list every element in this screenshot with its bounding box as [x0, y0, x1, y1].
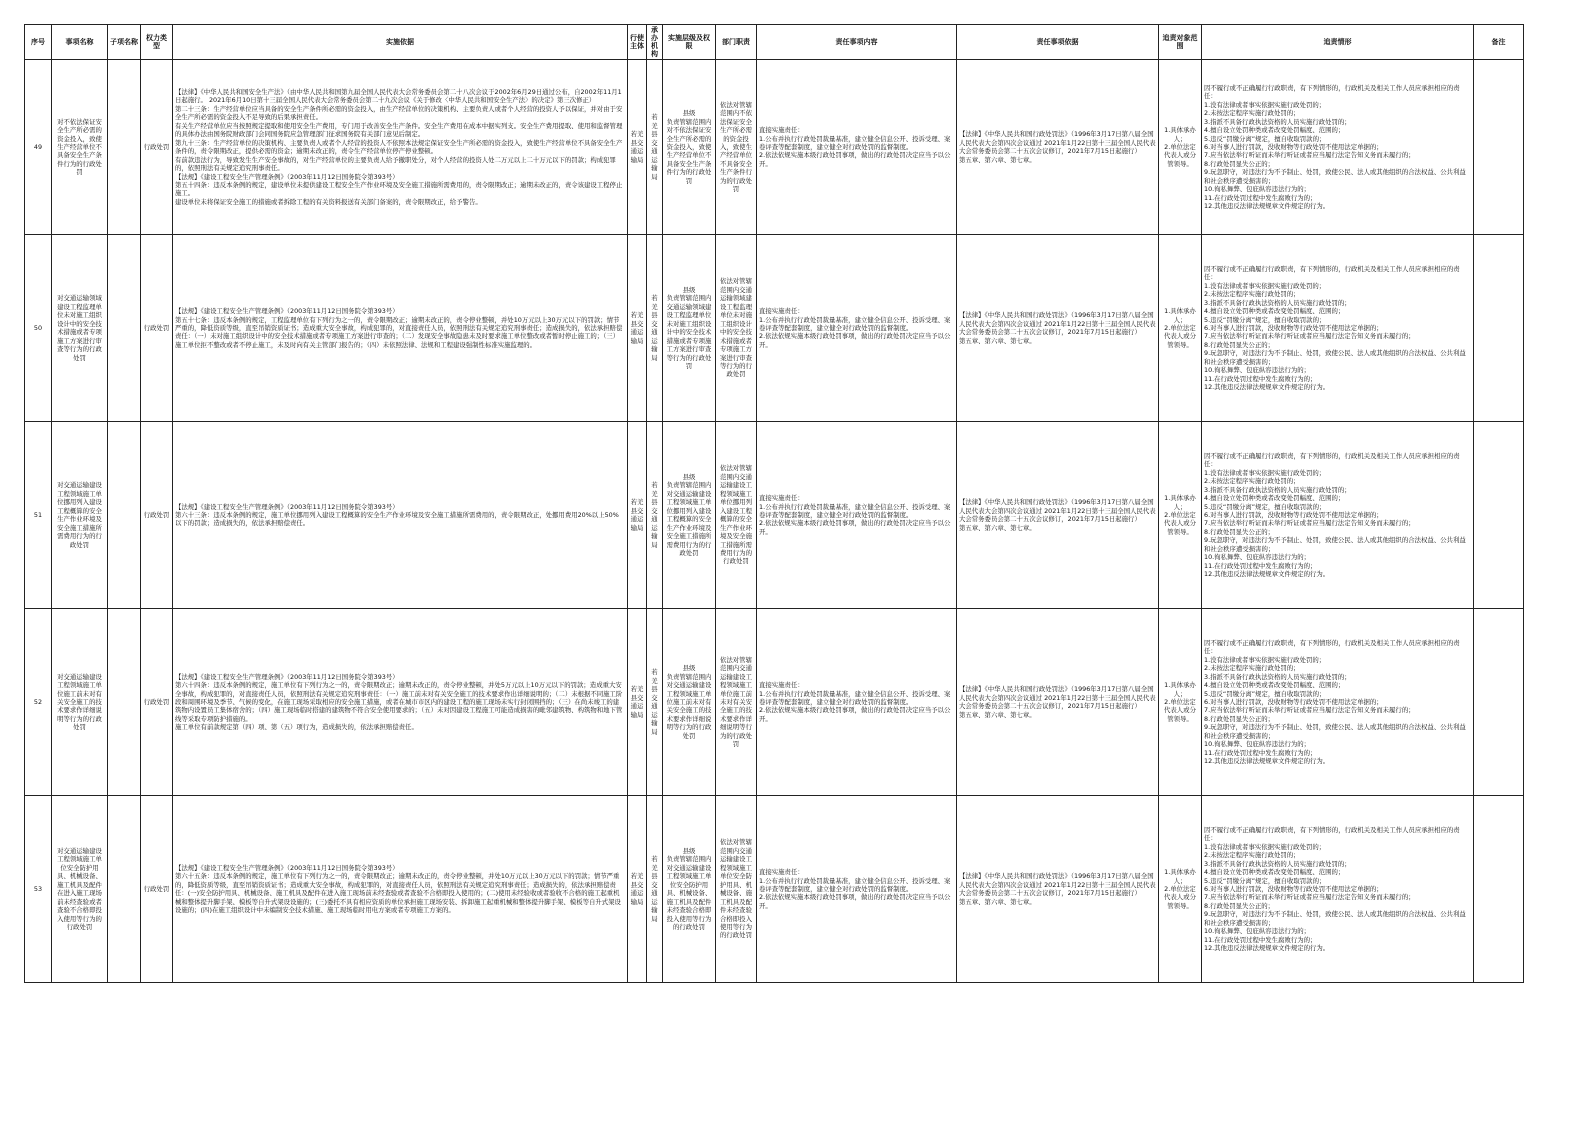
cell-duty: 依法对管辖范围内交通运输建设工程领域施工单位挪用列入建设工程概算的安全生产作业环境及安全施工措施所需费用行为的行政处罚	[716, 422, 757, 609]
header-liab-basis: 责任事项依据	[957, 25, 1159, 60]
scope-text: 负责管辖范围内对不依法保证安全生产所必需的资金投入，致使生产经营单位不具备安全生产条件行为的行政处罚	[666, 117, 712, 185]
header-duty: 部门职责	[716, 25, 757, 60]
cell-org: 若羌县交通运输局	[647, 796, 663, 983]
level-text: 县级	[682, 285, 696, 294]
cell-situations: 因不履行或不正确履行行政职责，有下列情形的，行政机关及相关工作人员应承担相应的责任： 1.没有法律或者事实依据实施行政处罚的； 2.未按法定程序实施行政处罚的； 3.指派不具备行政执法资格的人员实施行政处罚的； 4.擅自设立处罚种类或者改变处罚幅度、范围的； 5.违反“罚缴分离”规定，擅自收取罚款的； 6.对当事人进行罚款，没收财物等行政处罚不使用法定单据的； 7.应当依法举行听证而未举行听证或者应当履行法定告知义务而未履行的； 8.行政处罚显失公正的； 9.玩忽职守，对违法行为不予制止、处罚，致使公民、法人或其他组织的合法权益、公共利益和社会秩序遭受损害的； 10.徇私舞弊、包庇纵容违法行为的； 11.在行政处罚过程中发生腐败行为的； 12.其他违反法律法规规章文件规定的行为。	[1202, 235, 1474, 422]
header-row	[25, 25, 1524, 60]
cell-targets: 1.具体承办人； 2.单位法定代表人或分管领导。	[1159, 60, 1202, 235]
scope-text: 负责管辖范围内交通运输领域建设工程监理单位未对施工组织设计中的安全技术措施或者专项施工方案进行审查等行为的行政处罚	[666, 294, 712, 370]
cell-content: 直接实施责任： 1.公布并执行行政处罚裁量基准，建立健全信息公开、投诉受理、案卷评查等配套制度，建立健全对行政处罚的监督制度。 2.依法依规实施本级行政处罚事项，做出的行政处罚决定应当予以公开。	[757, 60, 957, 235]
cell-sub	[108, 796, 141, 983]
cell-liab-basis: 【法律】《中华人民共和国行政处罚法》（1996年3月17日第八届全国人民代表大会第四次会议通过 2021年1月22日第十三届全国人民代表大会常务委员会第二十五次会议修订，2021年7月15日起施行） 第五章、第六章、第七章。	[957, 422, 1159, 609]
cell-type: 行政处罚	[141, 235, 173, 422]
cell-duty: 依法对管辖范围内交通运输建设工程领域施工单位施工前未对有关安全施工的技术要求作详细说明等行为的行政处罚	[716, 609, 757, 796]
cell-no: 53	[25, 796, 52, 983]
cell-type: 行政处罚	[141, 422, 173, 609]
cell-level	[663, 60, 716, 235]
cell-level	[663, 422, 716, 609]
cell-name: 对交通运输建设工程领域施工单位挪用列入建设工程概算的安全生产作业环境及安全施工措施所需费用行为的行政处罚	[52, 422, 108, 609]
cell-subject: 若羌县交通运输局	[628, 422, 647, 609]
header-level: 实施层级及权限	[663, 25, 716, 60]
cell-name: 对交通运输领域建设工程监理单位未对施工组织设计中的安全技术措施或者专项施工方案进行审查等行为的行政处罚	[52, 235, 108, 422]
cell-sub	[108, 60, 141, 235]
cell-name: 对交通运输建设工程领域施工单位安全防护用具、机械设备、施工机具及配件在进入施工现场前未经查验或者查验不合格即投入使用等行为的行政处罚	[52, 796, 108, 983]
header-type: 权力类型	[141, 25, 173, 60]
cell-basis: 【法规】《建设工程安全生产管理条例》（2003年11月12日国务院令第393号） 第五十七条：违反本条例的规定，工程监理单位有下列行为之一的，责令限期改正；逾期未改正的，责令停业整顿，并处10万元以上30万元以下的罚款；情节严重的，降低资质等级，直至吊销资质证书；造成重大安全事故，构成犯罪的，对直接责任人员，依照刑法有关规定追究刑事责任；造成损失的，依法承担赔偿责任：（一）未对施工组织设计中的安全技术措施或者专项施工方案进行审查的；（二）发现安全事故隐患未及时要求施工单位整改或者暂时停止施工的；（三）施工单位拒不整改或者不停止施工，未及时向有关主管部门报告的；（四）未依照法律、法规和工程建设强制性标准实施监理的。	[173, 235, 628, 422]
cell-basis: 【法规】《建设工程安全生产管理条例》（2003年11月12日国务院令第393号） 第六十三条：违反本条例的规定，施工单位挪用列入建设工程概算的安全生产作业环境及安全施工措施所需费用的，责令限期改正，处挪用费用20%以上50%以下的罚款；造成损失的，依法承担赔偿责任。	[173, 422, 628, 609]
cell-type: 行政处罚	[141, 796, 173, 983]
cell-basis: 【法规】《建设工程安全生产管理条例》（2003年11月12日国务院令第393号） 第六十四条：违反本条例的规定，施工单位有下列行为之一的，责令限期改正；逾期未改正的，责令停业整顿，并处5万元以上10万元以下的罚款；造成重大安全事故，构成犯罪的，对直接责任人员，依照刑法有关规定追究刑事责任：（一）施工前未对有关安全施工的技术要求作出详细说明的；（二）未根据不同施工阶段和周围环境及季节、气候的变化，在施工现场采取相应的安全施工措施，或者在城市市区内的建设工程的施工现场未实行封闭围挡的；（三）在尚未竣工的建筑物内设置员工集体宿舍的；（四）施工现场临时搭建的建筑物不符合安全使用要求的；（五）未对因建设工程施工可能造成损害的毗邻建筑物、构筑物和地下管线等采取专项防护措施的。 施工单位有前款规定第（四）项、第（五）项行为，造成损失的，依法承担赔偿责任。	[173, 609, 628, 796]
cell-name: 对交通运输建设工程领域施工单位施工前未对有关安全施工的技术要求作详细说明等行为的行政处罚	[52, 609, 108, 796]
cell-duty: 依法对管辖范围内交通运输建设工程领域施工单位安全防护用具、机械设备、施工机具及配件未经查验合格即投入使用等行为的行政处罚	[716, 796, 757, 983]
cell-level	[663, 235, 716, 422]
cell-basis: 【法律】《中华人民共和国安全生产法》（由中华人民共和国第九届全国人民代表大会常务委员会第二十八次会议于2002年6月29日通过公布，自2002年11月1日起施行。 2021年6月10日第十三届全国人民代表大会常务委员会第二十九次会议《关于修改〈中华人民共和国安全生产法〉的决定》第三次修正） 第二十三条：生产经营单位应当具备的安全生产条件所必需的资金投入，由生产经营单位的决策机构、主要负责人或者个人经营的投资人予以保证，并对由于安全生产所必需的资金投入不足导致的后果承担责任。 有关生产经营单位应当按照规定提取和使用安全生产费用，专门用于改善安全生产条件。安全生产费用在成本中据实列支。安全生产费用提取、使用和监督管理的具体办法由国务院财政部门会同国务院应急管理部门征求国务院有关部门意见后制定。 第九十三条：生产经营单位的决策机构、主要负责人或者个人经营的投资人不依照本法规定保证安全生产所必需的资金投入，致使生产经营单位不具备安全生产条件的，责令限期改正，提供必需的资金；逾期未改正的，责令生产经营单位停产停业整顿。 有前款违法行为，导致发生生产安全事故的，对生产经营单位的主要负责人给予撤职处分，对个人经营的投资人处二万元以上二十万元以下的罚款；构成犯罪的，依照刑法有关规定追究刑事责任。 【法规】《建设工程安全生产管理条例》（2003年11月12日国务院令第393号） 第五十四条：违反本条例的规定，建设单位未提供建设工程安全生产作业环境及安全施工措施所需费用的，责令限期改正；逾期未改正的，责令该建设工程停止施工。 建设单位未将保证安全施工的措施或者拆除工程的有关资料报送有关部门备案的，责令限期改正，给予警告。	[173, 60, 628, 235]
header-situations: 追责情形	[1202, 25, 1474, 60]
cell-no: 49	[25, 60, 52, 235]
cell-remark	[1474, 235, 1524, 422]
header-remark: 备注	[1474, 25, 1524, 60]
cell-targets: 1.具体承办人； 2.单位法定代表人或分管领导。	[1159, 796, 1202, 983]
table-row	[25, 422, 1524, 609]
cell-situations: 因不履行或不正确履行行政职责，有下列情形的，行政机关及相关工作人员应承担相应的责任： 1.没有法律或者事实依据实施行政处罚的； 2.未按法定程序实施行政处罚的； 3.指派不具备行政执法资格的人员实施行政处罚的； 4.擅自设立处罚种类或者改变处罚幅度、范围的； 5.违反“罚缴分离”规定，擅自收取罚款的； 6.对当事人进行罚款，没收财物等行政处罚不使用法定单据的； 7.应当依法举行听证而未举行听证或者应当履行法定告知义务而未履行的； 8.行政处罚显失公正的； 9.玩忽职守，对违法行为不予制止、处罚，致使公民、法人或其他组织的合法权益、公共利益和社会秩序遭受损害的； 10.徇私舞弊、包庇纵容违法行为的； 11.在行政处罚过程中发生腐败行为的； 12.其他违反法律法规规章文件规定的行为。	[1202, 609, 1474, 796]
cell-liab-basis: 【法律】《中华人民共和国行政处罚法》（1996年3月17日第八届全国人民代表大会第四次会议通过 2021年1月22日第十三届全国人民代表大会常务委员会第二十五次会议修订，2021年7月15日起施行） 第五章、第六章、第七章。	[957, 609, 1159, 796]
power-list-sheet	[24, 24, 1523, 983]
table-row	[25, 60, 1524, 235]
cell-situations: 因不履行或不正确履行行政职责，有下列情形的，行政机关及相关工作人员应承担相应的责任： 1.没有法律或者事实依据实施行政处罚的； 2.未按法定程序实施行政处罚的； 3.指派不具备行政执法资格的人员实施行政处罚的； 4.擅自设立处罚种类或者改变处罚幅度、范围的； 5.违反“罚缴分离”规定，擅自收取罚款的； 6.对当事人进行罚款，没收财物等行政处罚不使用法定单据的； 7.应当依法举行听证而未举行听证或者应当履行法定告知义务而未履行的； 8.行政处罚显失公正的； 9.玩忽职守，对违法行为不予制止、处罚，致使公民、法人或其他组织的合法权益、公共利益和社会秩序遭受损害的； 10.徇私舞弊、包庇纵容违法行为的； 11.在行政处罚过程中发生腐败行为的； 12.其他违反法律法规规章文件规定的行为。	[1202, 60, 1474, 235]
cell-situations: 因不履行或不正确履行行政职责，有下列情形的，行政机关及相关工作人员应承担相应的责任： 1.没有法律或者事实依据实施行政处罚的； 2.未按法定程序实施行政处罚的； 3.指派不具备行政执法资格的人员实施行政处罚的； 4.擅自设立处罚种类或者改变处罚幅度、范围的； 5.违反“罚缴分离”规定，擅自收取罚款的； 6.对当事人进行罚款，没收财物等行政处罚不使用法定单据的； 7.应当依法举行听证而未举行听证或者应当履行法定告知义务而未履行的； 8.行政处罚显失公正的； 9.玩忽职守，对违法行为不予制止、处罚，致使公民、法人或其他组织的合法权益、公共利益和社会秩序遭受损害的； 10.徇私舞弊、包庇纵容违法行为的； 11.在行政处罚过程中发生腐败行为的； 12.其他违反法律法规规章文件规定的行为。	[1202, 422, 1474, 609]
scope-text: 负责管辖范围内对交通运输建设工程领域施工单位挪用列入建设工程概算的安全生产作业环境及安全施工措施所需费用行为的行政处罚	[666, 481, 712, 557]
header-targets: 追责对象范围	[1159, 25, 1202, 60]
table-row	[25, 796, 1524, 983]
level-text: 县级	[682, 109, 696, 118]
header-org: 承办机构	[647, 25, 663, 60]
header-subject: 行使主体	[628, 25, 647, 60]
level-text: 县级	[682, 846, 696, 855]
cell-no: 50	[25, 235, 52, 422]
cell-content: 直接实施责任： 1.公布并执行行政处罚裁量基准，建立健全信息公开、投诉受理、案卷评查等配套制度，建立健全对行政处罚的监督制度。 2.依法依规实施本级行政处罚事项，做出的行政处罚决定应当予以公开。	[757, 796, 957, 983]
cell-subject: 若羌县交通运输局	[628, 609, 647, 796]
cell-org: 若羌县交通运输局	[647, 235, 663, 422]
cell-sub	[108, 235, 141, 422]
cell-type: 行政处罚	[141, 60, 173, 235]
header-name: 事项名称	[52, 25, 108, 60]
cell-remark	[1474, 796, 1524, 983]
cell-duty: 依法对管辖范围内交通运输领域建设工程监理单位未对施工组织设计中的安全技术措施或者专项施工方案进行审查等行为的行政处罚	[716, 235, 757, 422]
cell-subject: 若羌县交通运输局	[628, 60, 647, 235]
cell-content: 直接实施责任： 1.公布并执行行政处罚裁量基准，建立健全信息公开、投诉受理、案卷评查等配套制度，建立健全对行政处罚的监督制度。 2.依法依规实施本级行政处罚事项，做出的行政处罚决定应当予以公开。	[757, 609, 957, 796]
cell-content: 直接实施责任： 1.公布并执行行政处罚裁量基准，建立健全信息公开、投诉受理、案卷评查等配套制度，建立健全对行政处罚的监督制度。 2.依法依规实施本级行政处罚事项，做出的行政处罚决定应当予以公开。	[757, 235, 957, 422]
scope-text: 负责管辖范围内对交通运输建设工程领域施工单位施工前未对有关安全施工的技术要求作详细说明等行为的行政处罚	[666, 672, 712, 740]
cell-subject: 若羌县交通运输局	[628, 796, 647, 983]
header-content: 责任事项内容	[757, 25, 957, 60]
cell-targets: 1.具体承办人； 2.单位法定代表人或分管领导。	[1159, 422, 1202, 609]
cell-remark	[1474, 60, 1524, 235]
cell-type: 行政处罚	[141, 609, 173, 796]
cell-content: 直接实施责任： 1.公布并执行行政处罚裁量基准，建立健全信息公开、投诉受理、案卷评查等配套制度，建立健全对行政处罚的监督制度。 2.依法依规实施本级行政处罚事项，做出的行政处罚决定应当予以公开。	[757, 422, 957, 609]
level-text: 县级	[682, 664, 696, 673]
cell-no: 51	[25, 422, 52, 609]
cell-remark	[1474, 422, 1524, 609]
header-sub: 子项名称	[108, 25, 141, 60]
cell-sub	[108, 609, 141, 796]
cell-level	[663, 609, 716, 796]
power-list-table	[24, 24, 1524, 983]
cell-duty: 依法对管辖范围内不依法保证安全生产所必需的资金投入，致使生产经营单位不具备安全生产条件行为的行政处罚	[716, 60, 757, 235]
cell-remark	[1474, 609, 1524, 796]
cell-liab-basis: 【法律】《中华人民共和国行政处罚法》（1996年3月17日第八届全国人民代表大会第四次会议通过 2021年1月22日第十三届全国人民代表大会常务委员会第二十五次会议修订，2021年7月15日起施行） 第五章、第六章、第七章。	[957, 796, 1159, 983]
cell-liab-basis: 【法律】《中华人民共和国行政处罚法》（1996年3月17日第八届全国人民代表大会第四次会议通过 2021年1月22日第十三届全国人民代表大会常务委员会第二十五次会议修订，2021年7月15日起施行） 第五章、第六章、第七章。	[957, 235, 1159, 422]
cell-situations: 因不履行或不正确履行行政职责，有下列情形的，行政机关及相关工作人员应承担相应的责任： 1.没有法律或者事实依据实施行政处罚的； 2.未按法定程序实施行政处罚的； 3.指派不具备行政执法资格的人员实施行政处罚的； 4.擅自设立处罚种类或者改变处罚幅度、范围的； 5.违反“罚缴分离”规定，擅自收取罚款的； 6.对当事人进行罚款，没收财物等行政处罚不使用法定单据的； 7.应当依法举行听证而未举行听证或者应当履行法定告知义务而未履行的； 8.行政处罚显失公正的； 9.玩忽职守，对违法行为不予制止、处罚，致使公民、法人或其他组织的合法权益、公共利益和社会秩序遭受损害的； 10.徇私舞弊、包庇纵容违法行为的； 11.在行政处罚过程中发生腐败行为的； 12.其他违反法律法规规章文件规定的行为。	[1202, 796, 1474, 983]
cell-name: 对不依法保证安全生产所必需的资金投入，致使生产经营单位不具备安全生产条件行为的行政处罚	[52, 60, 108, 235]
scope-text: 负责管辖范围内对交通运输建设工程领域施工单位安全防护用具、机械设备、施工机具及配件未经查验合格即投入使用等行为的行政处罚	[666, 855, 712, 931]
cell-org: 若羌县交通运输局	[647, 422, 663, 609]
cell-liab-basis: 【法律】《中华人民共和国行政处罚法》（1996年3月17日第八届全国人民代表大会第四次会议通过 2021年1月22日第十三届全国人民代表大会常务委员会第二十五次会议修订，2021年7月15日起施行） 第五章、第六章、第七章。	[957, 60, 1159, 235]
table-row	[25, 609, 1524, 796]
cell-org: 若羌县交通运输局	[647, 60, 663, 235]
header-basis: 实施依据	[173, 25, 628, 60]
header-no: 序号	[25, 25, 52, 60]
cell-no: 52	[25, 609, 52, 796]
cell-targets: 1.具体承办人； 2.单位法定代表人或分管领导。	[1159, 235, 1202, 422]
cell-targets: 1.具体承办人； 2.单位法定代表人或分管领导。	[1159, 609, 1202, 796]
cell-org: 若羌县交通运输局	[647, 609, 663, 796]
table-row	[25, 235, 1524, 422]
level-text: 县级	[682, 472, 696, 481]
cell-sub	[108, 422, 141, 609]
cell-subject: 若羌县交通运输局	[628, 235, 647, 422]
cell-level	[663, 796, 716, 983]
cell-basis: 【法规】《建设工程安全生产管理条例》（2003年11月12日国务院令第393号） 第六十五条：违反本条例的规定，施工单位有下列行为之一的，责令限期改正；逾期未改正的，责令停业整顿，并处10万元以上30万元以下的罚款；情节严重的，降低资质等级，直至吊销资质证书；造成重大安全事故，构成犯罪的，对直接责任人员，依照刑法有关规定追究刑事责任；造成损失的，依法承担赔偿责任：(一)安全防护用具、机械设备、施工机具及配件在进入施工现场前未经查验或者查验不合格即投入使用的；(二)使用未经验收或者验收不合格的施工起重机械和整体提升脚手架、模板等自升式架设设施的；(三)委托不具有相应资质的单位承担施工现场安装、拆卸施工起重机械和整体提升脚手架、模板等自升式架设设施的；(四)在施工组织设计中未编制安全技术措施、施工现场临时用电方案或者专项施工方案的。	[173, 796, 628, 983]
